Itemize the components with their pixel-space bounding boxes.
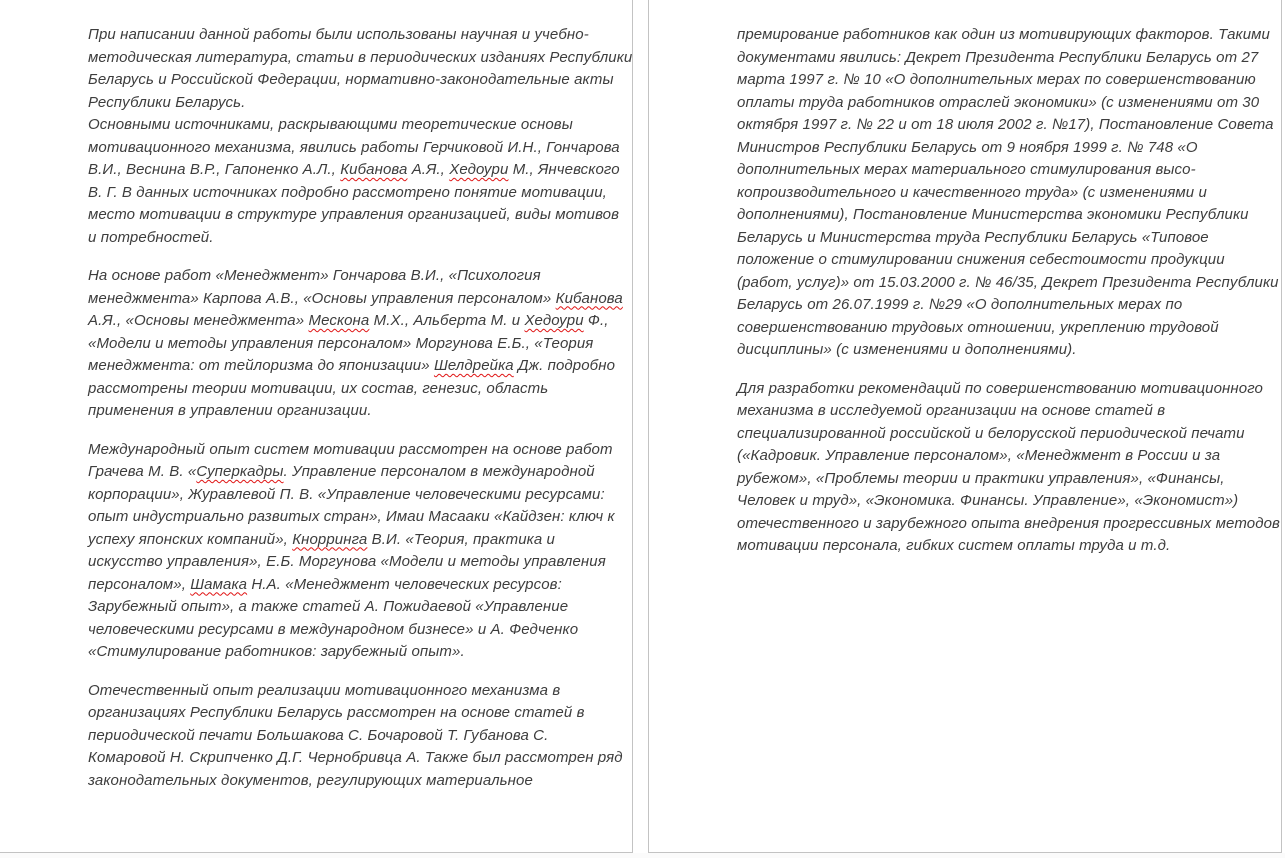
text-line[interactable]: Международный опыт систем мотивации рассмотрен на основе работ (88, 440, 613, 458)
spellcheck-underline: Шамака (190, 575, 248, 593)
text-line[interactable]: менеджмента: от тейлоризма до японизации» Шелдрейка Дж. подробно (88, 357, 616, 374)
text-line[interactable]: премирование работников как один из мотивирующих факторов. Такими (737, 26, 1270, 43)
paragraph-domestic-experience[interactable] (88, 680, 623, 793)
paragraph-management-works[interactable] (88, 265, 623, 423)
text-line[interactable]: рубежом», «Проблемы теории и практики управления», «Финансы, (737, 469, 1225, 487)
text-line[interactable]: документами явились: Декрет Президента Республики Беларусь от 27 (737, 48, 1259, 66)
text-line[interactable]: Отечественный опыт реализации мотивационного механизма в (88, 681, 561, 699)
text-line[interactable]: Беларусь и Министерства труда Республики Беларусь «Типовое (737, 228, 1209, 246)
text-line[interactable]: мотивационного механизма, явились работы Герчиковой И.Н., Гончарова (88, 138, 620, 156)
spellcheck-underline: Кибанова (555, 289, 623, 307)
spellcheck-underline: Хедоури (524, 312, 584, 329)
text-line[interactable]: организациях Республики Беларусь рассмотрен на основе статей в (88, 704, 585, 721)
text-line[interactable]: и потребностей. (88, 228, 214, 246)
text-line[interactable]: А.Я., «Основы менеджмента» Мескона М.Х., Альберта М. и Хедоури Ф., (88, 312, 609, 329)
text-line[interactable]: октября 1997 г. № 22 и от 18 июля 2002 г. №17), Постановление Совета (737, 116, 1274, 133)
text-line[interactable]: периодической печати Большакова С. Бочаровой Т. Губанова С. (88, 726, 549, 744)
spellcheck-underline: Мескона (308, 312, 370, 329)
text-line[interactable]: Основными источниками, раскрывающими теоретические основы (88, 116, 573, 133)
text-line[interactable]: дисциплины» (с изменениями и дополнениями). (737, 341, 1077, 358)
background-area (0, 853, 1285, 858)
text-line[interactable]: механизма в исследуемой организации на основе статей в (737, 402, 1166, 419)
document-page-2[interactable] (648, 0, 1282, 853)
text-line[interactable]: Зарубежный опыт», а также статей А. Пожидаевой «Управление (88, 598, 569, 615)
text-line[interactable]: Министров Республики Беларусь от 9 ноября 1999 г. № 748 «О (737, 138, 1198, 156)
text-line[interactable]: Человек и труд», «Экономика. Финансы. Управление», «Экономист») (737, 492, 1239, 509)
paragraph-recommendations[interactable] (737, 378, 1280, 558)
text-line[interactable]: копроизводительного и качественного труда» (с изменениями и (737, 183, 1207, 201)
text-line[interactable]: В. Г. В данных источниках подробно рассмотрено понятие мотивации, (88, 183, 607, 201)
document-page-1[interactable] (0, 0, 633, 853)
text-line[interactable]: Комаровой Н. Скрипченко Д.Г. Чернобривца А. Также был рассмотрен ряд (88, 749, 623, 766)
text-line[interactable]: искусство управления», Е.Б. Моргунова «Модели и методы управления (88, 553, 606, 570)
paragraph-sources-intro[interactable] (88, 24, 633, 249)
text-line[interactable]: методическая литература, статьи в периодических изданиях Республики (88, 48, 633, 66)
text-line[interactable]: специализированной российской и белорусской периодической печати (737, 424, 1245, 442)
text-line[interactable]: мотивации персонала, гибких систем оплаты труда и т.д. (737, 537, 1171, 554)
text-line[interactable]: законодательных документов, регулирующих материальное (88, 771, 533, 789)
text-line[interactable]: человеческими ресурсами в международном бизнесе» и А. Федченко (88, 620, 579, 638)
text-line[interactable]: Беларусь от 26.07.1999 г. №29 «О дополнительных мерах по (737, 296, 1183, 313)
spellcheck-underline: Хедоури (449, 161, 509, 178)
text-line[interactable]: Беларусь и Российской Федерации, нормативно-законодательные акты (88, 71, 614, 88)
page-2-text (649, 0, 1281, 558)
spellcheck-underline: Шелдрейка (433, 357, 514, 374)
text-line[interactable]: отечественного и зарубежного опыта внедрения прогрессивных методов (737, 514, 1280, 532)
page-1-text (0, 0, 632, 792)
text-line[interactable]: дополнениями), Постановление Министерства экономики Республики (737, 206, 1249, 223)
text-line[interactable]: менеджмента» Карпова А.В., «Основы управления персоналом» Кибанова (88, 289, 623, 307)
text-line[interactable]: Для разработки рекомендаций по совершенствованию мотивационного (737, 379, 1263, 397)
text-line[interactable]: («Кадровик. Управление персоналом», «Менеджмент в России и за (737, 447, 1221, 464)
paragraph-legal-documents[interactable] (737, 24, 1279, 362)
text-line[interactable]: место мотивации в структуре управления организацией, виды мотивов (88, 206, 620, 223)
text-line[interactable]: При написании данной работы были использованы научная и учебно- (88, 26, 589, 43)
text-line[interactable]: «Стимулирование работников: зарубежный опыт». (88, 643, 465, 660)
text-line[interactable]: успеху японских компаний», Кнорринга В.И. «Теория, практика и (88, 530, 555, 548)
text-line[interactable]: (работ, услуг)» от 15.03.2000 г. № 46/35, Декрет Президента Республики (737, 273, 1279, 291)
spellcheck-underline: Кибанова (340, 161, 408, 178)
spellcheck-underline: Суперкадры (196, 463, 284, 480)
text-line[interactable]: опыт индустриально развитых стран», Имаи Масааки «Кайдзен: ключ к (88, 508, 615, 525)
text-line[interactable]: На основе работ «Менеджмент» Гончарова В.И., «Психология (88, 267, 541, 284)
text-line[interactable]: «Модели и методы управления персоналом» Моргунова Е.Б., «Теория (88, 334, 594, 352)
text-line[interactable]: применения в управлении организации. (88, 402, 372, 419)
text-line[interactable]: дополнительных мерах материального стимулирования высо- (737, 161, 1196, 178)
text-line[interactable]: совершенствованию трудовых отношении, укреплению трудовой (737, 318, 1219, 336)
text-line[interactable]: персоналом», Шамака Н.А. «Менеджмент человеческих ресурсов: (88, 575, 562, 593)
paragraph-international-experience[interactable] (88, 439, 615, 664)
text-line[interactable]: оплаты труда работников отраслей экономики» (с изменениями от 30 (737, 93, 1260, 111)
text-line[interactable]: марта 1997 г. № 10 «О дополнительных мерах по совершенствованию (737, 71, 1256, 88)
text-line[interactable]: положение о стимулировании снижения себестоимости продукции (737, 251, 1225, 268)
spellcheck-underline: Кнорринга (292, 530, 368, 548)
text-line[interactable]: Республики Беларусь. (88, 93, 246, 111)
text-line[interactable]: рассмотрены теории мотивации, их состав, генезис, область (88, 379, 549, 397)
text-line[interactable]: Грачева М. В. «Суперкадры. Управление персоналом в международной (88, 463, 595, 480)
text-line[interactable]: В.И., Веснина В.Р., Гапоненко А.Л., Кибанова А.Я., Хедоури М., Янчевского (88, 161, 620, 178)
text-line[interactable]: корпорации», Журавлевой П. В. «Управление человеческими ресурсами: (88, 485, 605, 503)
